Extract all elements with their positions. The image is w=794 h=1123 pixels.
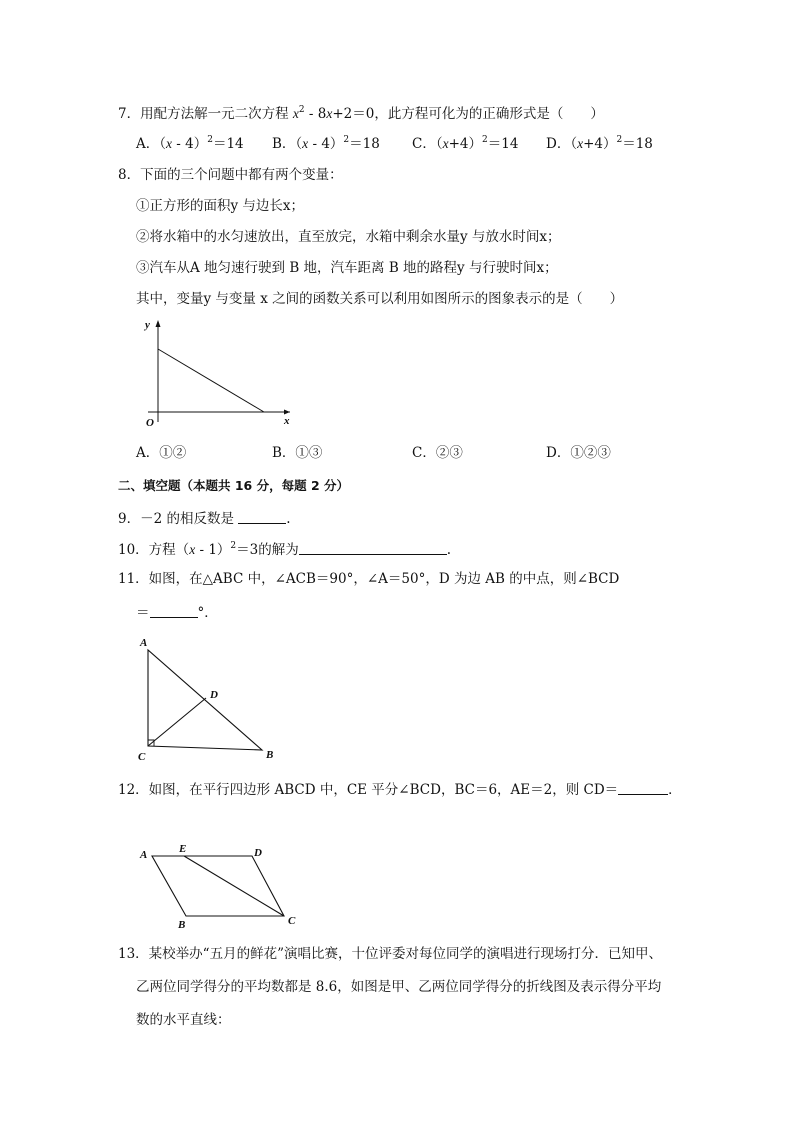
label-a: A [140, 849, 148, 861]
y-axis-label: y [145, 319, 150, 331]
q7-option-d[interactable]: D．$(x+4)^2=18$ [546, 135, 653, 152]
q11-line-2: ＝ °． [136, 605, 218, 621]
label-d: D [254, 847, 262, 859]
q7-stem: 7．用配方法解一元二次方程 $x^2 - 8x+2=0$，此方程可化为的正确形式是（ ） [118, 105, 604, 122]
q10-answer-blank[interactable] [299, 542, 447, 555]
q7-option-c[interactable]: C．$(x+4)^2=14$ [412, 135, 519, 152]
triangle-abc [148, 650, 262, 750]
q8-option-d[interactable]: D．①②③ [546, 445, 611, 461]
q8-stem: 8．下面的三个问题中都有两个变量： [118, 167, 343, 183]
q9-answer-blank[interactable] [238, 511, 286, 524]
q9: 9．－2 的相反数是 . [118, 511, 291, 527]
label-b: B [178, 919, 186, 931]
q8-option-a[interactable]: A．①② [136, 445, 187, 461]
q13-line-1: 13．某校举办“五月的鲜花”演唱比赛，十位评委对每位同学的演唱进行现场打分．已知甲、 [118, 946, 662, 962]
q13-line-2: 乙两位同学得分的平均数都是 8.6，如图是甲、乙两位同学得分的折线图及表示得分平均 [136, 979, 662, 995]
origin-label: O [146, 417, 154, 429]
graph-line [158, 349, 264, 412]
q10: 10．方程（x - 1）$^2$＝3的解为 . [118, 541, 452, 558]
label-b: B [266, 749, 274, 761]
q8-item-3: ③汽车从A 地匀速行驶到 B 地，汽车距离 B 地的路程y 与行驶时间x； [136, 260, 558, 276]
q12: 12．如图，在平行四边形 ABCD 中，CE 平分∠BCD，BC＝6，AE＝2，则 CD＝ ． [118, 782, 682, 798]
parallelogram-abcd [152, 856, 284, 916]
q12-parallelogram-figure [134, 838, 304, 934]
segment-ce [184, 856, 284, 916]
q11-triangle-figure [134, 632, 280, 764]
y-axis-arrow [156, 320, 161, 327]
q8-item-1: ①正方形的面积y 与边长x； [136, 198, 305, 214]
q11-answer-blank[interactable] [150, 605, 198, 618]
q7-option-b[interactable]: B．（x - 4）$^2$＝18 [272, 135, 380, 152]
q11-line-1: 11．如图，在△ABC 中，∠ACB＝90°，∠A＝50°，D 为边 AB 的中点，则∠BCD [118, 571, 620, 587]
label-c: C [138, 751, 146, 763]
x-axis-label: x [284, 415, 290, 427]
segment-cd [148, 698, 206, 746]
q12-answer-blank[interactable] [618, 782, 668, 795]
label-c: C [288, 915, 296, 927]
q7-option-a[interactable]: A．（x - 4）$^2$＝14 [136, 135, 244, 152]
q8-function-graph [138, 312, 298, 430]
label-e: E [179, 843, 187, 855]
q8-item-2: ②将水箱中的水匀速放出，直至放完，水箱中剩余水量y 与放水时间x； [136, 229, 561, 245]
label-d: D [210, 689, 218, 701]
label-a: A [140, 637, 148, 649]
q8-option-b[interactable]: B．①③ [272, 445, 323, 461]
x-axis-arrow [284, 410, 290, 415]
q8-option-c[interactable]: C．②③ [412, 445, 463, 461]
q13-line-3: 数的水平直线： [136, 1012, 231, 1028]
section-title: 二、填空题（本题共 16 分，每题 2 分） [118, 478, 350, 493]
q8-question: 其中，变量y 与变量 x 之间的函数关系可以利用如图所示的图象表示的是（ ） [136, 291, 624, 307]
